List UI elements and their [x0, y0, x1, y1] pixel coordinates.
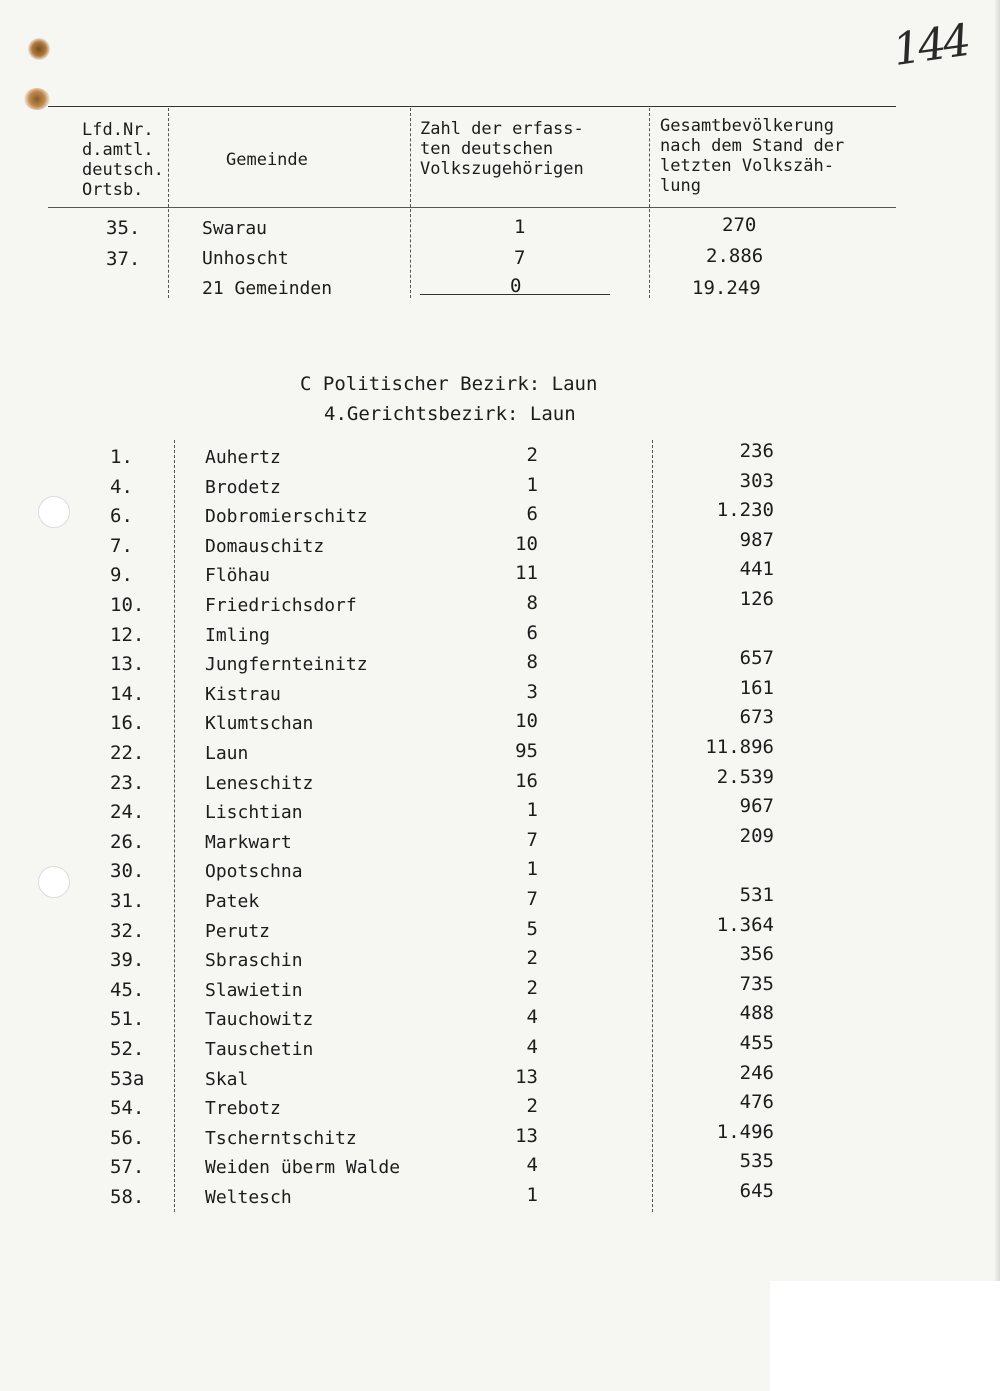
row-gesamt: 1.364: [716, 914, 774, 936]
row-gemeinde: Tauchowitz: [205, 1009, 314, 1030]
row-gemeinde: Brodetz: [205, 477, 281, 498]
header-bottom-rule: [48, 207, 896, 208]
row-gesamt: 657: [739, 647, 774, 669]
row-gesamt: 987: [739, 529, 774, 551]
row-gemeinde: Friedrichsdorf: [205, 595, 357, 616]
header-line: lung: [660, 176, 701, 196]
row-zahl: 13: [515, 1066, 538, 1088]
row-gemeinde: Perutz: [205, 921, 271, 942]
section-subtitle: 4.Gerichtsbezirk: Laun: [324, 403, 576, 425]
column-separator: [174, 440, 175, 1212]
row-nr: 53a: [110, 1068, 145, 1090]
row-zahl: 1: [526, 1184, 538, 1206]
row-zahl: 2: [526, 947, 538, 969]
header-line: Zahl der erfass-: [420, 119, 584, 139]
row-nr: 26.: [110, 831, 145, 853]
row-nr: 31.: [110, 890, 145, 912]
row-zahl: 5: [526, 918, 538, 940]
row-gemeinde: Lischtian: [205, 802, 303, 823]
row-zahl: 8: [526, 592, 538, 614]
rust-stain: [24, 88, 50, 110]
row-nr: 6.: [110, 505, 133, 527]
row-nr: 4.: [110, 476, 133, 498]
row-nr: 37.: [106, 248, 141, 270]
row-nr: 30.: [110, 860, 145, 882]
row-gesamt: 209: [739, 825, 774, 847]
row-zahl: 4: [526, 1006, 538, 1028]
header-line: d.amtl.: [82, 140, 154, 160]
row-gesamt: 673: [739, 706, 774, 728]
row-gesamt: 270: [722, 214, 757, 236]
row-gemeinde: Weiden überm Walde: [205, 1157, 401, 1178]
row-zahl: 95: [515, 740, 538, 762]
row-zahl: 7: [514, 247, 526, 269]
row-zahl: 4: [526, 1036, 538, 1058]
row-zahl: 7: [526, 829, 538, 851]
page-edge-shadow: [994, 0, 1000, 1391]
total-zahl: 0: [510, 275, 522, 297]
row-nr: 13.: [110, 653, 145, 675]
row-gemeinde: Dobromierschitz: [205, 506, 368, 527]
row-zahl: 10: [515, 533, 538, 555]
row-gesamt: 356: [739, 943, 774, 965]
header-line: Ortsb.: [82, 180, 144, 200]
row-nr: 35.: [106, 217, 141, 239]
row-zahl: 2: [526, 1095, 538, 1117]
row-zahl: 1: [526, 474, 538, 496]
row-nr: 16.: [110, 712, 145, 734]
row-nr: 39.: [110, 949, 145, 971]
row-nr: 51.: [110, 1008, 145, 1030]
row-gesamt: 455: [739, 1032, 774, 1054]
row-nr: 58.: [110, 1186, 145, 1208]
row-gesamt: 735: [739, 973, 774, 995]
header-line: letzten Volkszäh-: [660, 156, 834, 176]
row-gesamt: 441: [739, 558, 774, 580]
punch-hole: [38, 496, 70, 528]
row-gemeinde: Sbraschin: [205, 950, 303, 971]
column-separator: [652, 440, 653, 1212]
column-separator: [410, 108, 411, 298]
row-nr: 22.: [110, 742, 145, 764]
header-line: ten deutschen: [420, 139, 554, 159]
punch-hole: [38, 866, 70, 898]
row-gemeinde: Unhoscht: [202, 248, 289, 269]
row-nr: 10.: [110, 594, 145, 616]
rust-stain: [28, 38, 50, 60]
row-gemeinde: Markwart: [205, 832, 292, 853]
row-nr: 7.: [110, 535, 133, 557]
row-nr: 1.: [110, 446, 133, 468]
row-gemeinde: Flöhau: [205, 565, 271, 586]
row-zahl: 10: [515, 710, 538, 732]
page-number: 144: [889, 15, 972, 76]
row-gemeinde: Patek: [205, 891, 260, 912]
row-gemeinde: Weltesch: [205, 1187, 292, 1208]
row-gemeinde: Skal: [205, 1069, 249, 1090]
row-zahl: 3: [526, 681, 538, 703]
row-gesamt: 2.886: [706, 245, 764, 267]
row-gemeinde: Slawietin: [205, 980, 303, 1001]
header-line: Lfd.Nr.: [82, 120, 154, 140]
row-gemeinde: Tauschetin: [205, 1039, 314, 1060]
row-gemeinde: Leneschitz: [205, 773, 314, 794]
row-gesamt: 967: [739, 795, 774, 817]
column-separator: [649, 108, 650, 298]
row-gesamt: 303: [739, 470, 774, 492]
row-nr: 54.: [110, 1097, 145, 1119]
column-separator: [168, 108, 169, 298]
section-title: C Politischer Bezirk: Laun: [300, 373, 598, 395]
row-zahl: 16: [515, 770, 538, 792]
row-zahl: 8: [526, 651, 538, 673]
row-nr: 9.: [110, 564, 133, 586]
header-line: Gesamtbevölkerung: [660, 116, 834, 136]
row-nr: 45.: [110, 979, 145, 1001]
row-gemeinde: Opotschna: [205, 861, 303, 882]
row-zahl: 13: [515, 1125, 538, 1147]
row-nr: 32.: [110, 920, 145, 942]
row-gesamt: 531: [739, 884, 774, 906]
row-zahl: 1: [526, 858, 538, 880]
row-gesamt: 535: [739, 1150, 774, 1172]
row-gesamt: 488: [739, 1002, 774, 1024]
row-gesamt: 2.539: [716, 766, 774, 788]
row-gemeinde: Imling: [205, 625, 271, 646]
row-gesamt: 126: [739, 588, 774, 610]
header-line: deutsch.: [82, 160, 164, 180]
table-top-rule: [48, 106, 896, 107]
row-nr: 57.: [110, 1156, 145, 1178]
row-gesamt: 11.896: [705, 736, 774, 758]
header-line: Volkszugehörigen: [420, 159, 584, 179]
row-gemeinde: Domauschitz: [205, 536, 325, 557]
row-nr: 14.: [110, 683, 145, 705]
row-nr: 12.: [110, 624, 145, 646]
row-zahl: 11: [515, 562, 538, 584]
row-zahl: 1: [526, 799, 538, 821]
row-gesamt: 476: [739, 1091, 774, 1113]
row-gemeinde: Jungfernteinitz: [205, 654, 368, 675]
row-zahl: 2: [526, 444, 538, 466]
row-zahl: 4: [526, 1154, 538, 1176]
row-nr: 23.: [110, 772, 145, 794]
row-zahl: 7: [526, 888, 538, 910]
scan-corner: [770, 1281, 1000, 1391]
row-gemeinde: Swarau: [202, 218, 268, 239]
row-gesamt: 645: [739, 1180, 774, 1202]
total-gesamt: 19.249: [692, 277, 761, 299]
header-col-gemeinde: Gemeinde: [226, 150, 308, 170]
row-nr: 24.: [110, 801, 145, 823]
row-gesamt: 161: [739, 677, 774, 699]
row-nr: 56.: [110, 1127, 145, 1149]
row-gesamt: 1.230: [716, 499, 774, 521]
row-gemeinde: Tscherntschitz: [205, 1128, 357, 1149]
row-gemeinde: Auhertz: [205, 447, 281, 468]
row-zahl: 6: [526, 622, 538, 644]
row-zahl: 1: [514, 216, 526, 238]
row-gemeinde: Laun: [205, 743, 249, 764]
row-gemeinde: Trebotz: [205, 1098, 281, 1119]
row-zahl: 6: [526, 503, 538, 525]
row-gesamt: 236: [739, 440, 774, 462]
row-gemeinde: Klumtschan: [205, 713, 314, 734]
row-gesamt: 1.496: [716, 1121, 774, 1143]
row-gemeinde: Kistrau: [205, 684, 281, 705]
row-nr: 52.: [110, 1038, 145, 1060]
header-line: nach dem Stand der: [660, 136, 845, 156]
row-zahl: 2: [526, 977, 538, 999]
row-gesamt: 246: [739, 1062, 774, 1084]
total-label: 21 Gemeinden: [202, 278, 333, 299]
